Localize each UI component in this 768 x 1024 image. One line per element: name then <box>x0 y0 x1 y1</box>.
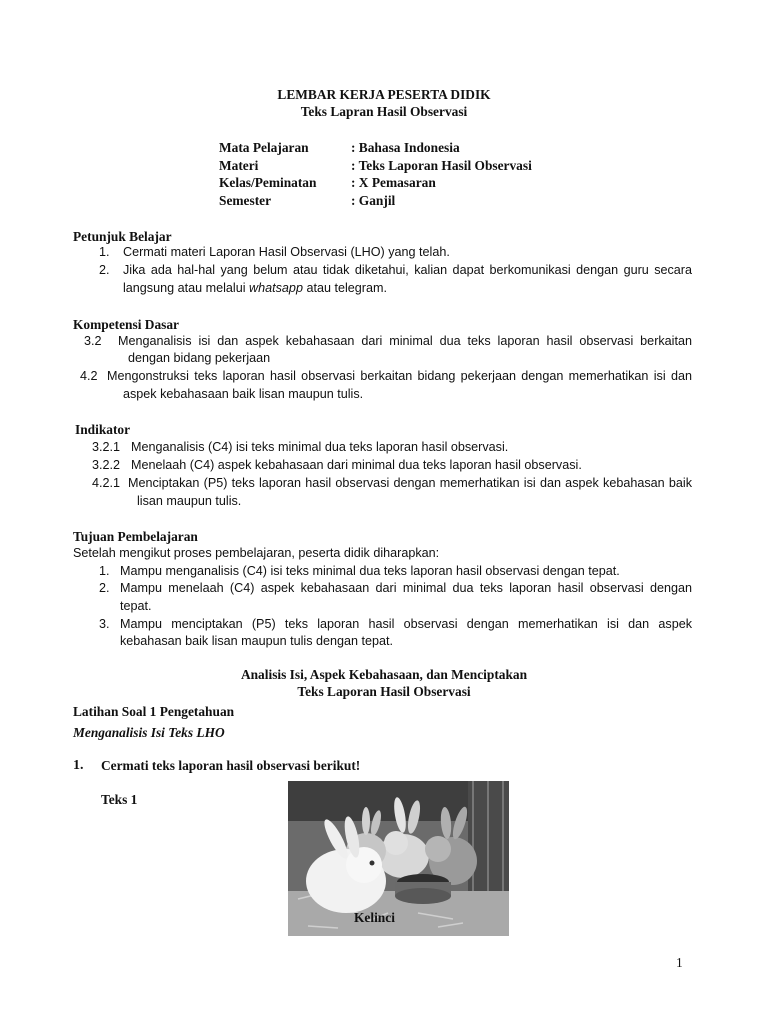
kd-text-cont: dengan bidang pekerjaan <box>128 351 271 365</box>
indikator-heading: Indikator <box>75 422 131 437</box>
tujuan-intro: Setelah mengikut proses pembelajaran, peserta didik diharapkan: <box>73 546 440 560</box>
list-number: 1. <box>99 245 110 259</box>
question-text: Cermati teks laporan hasil observasi berikut! <box>101 758 361 773</box>
indikator-number: 3.2.2 <box>92 458 121 472</box>
document-subtitle: Teks Lapran Hasil Observasi <box>300 104 468 119</box>
info-value: : Ganjil <box>351 193 396 208</box>
document-title: LEMBAR KERJA PESERTA DIDIK <box>277 87 491 102</box>
rabbit-photo <box>288 781 509 936</box>
info-label: Kelas/Peminatan <box>219 175 317 190</box>
list-number: 3. <box>99 617 110 631</box>
section-title: Analisis Isi, Aspek Kebahasaan, dan Menciptakan <box>240 667 528 682</box>
indikator-number: 3.2.1 <box>92 440 121 454</box>
photo-caption: Kelinci <box>354 910 395 925</box>
kd-number: 4.2 <box>80 369 98 383</box>
info-label: Materi <box>219 158 259 173</box>
list-number: 2. <box>99 263 110 277</box>
kd-number: 3.2 <box>84 334 102 348</box>
indikator-text-cont: lisan maupun tulis. <box>137 494 242 508</box>
indikator-text: Menelaah (C4) aspek kebahasaan dari minimal dua teks laporan hasil observasi. <box>131 458 582 472</box>
info-value: : Bahasa Indonesia <box>351 140 460 155</box>
list-item-text-cont: tepat. <box>120 599 152 613</box>
rabbit-photo-illustration <box>288 781 509 936</box>
indikator-number: 4.2.1 <box>92 476 121 490</box>
tujuan-heading: Tujuan Pembelajaran <box>73 529 198 544</box>
list-item-text-cont: kebahasan baik lisan maupun tulis dengan tepat. <box>120 634 394 648</box>
info-label: Semester <box>219 193 272 208</box>
kompetensi-heading: Kompetensi Dasar <box>73 317 180 332</box>
section-subtitle: Teks Laporan Hasil Observasi <box>297 684 471 699</box>
list-number: 1. <box>99 564 110 578</box>
kd-text-cont: aspek kebahasaan baik lisan maupun tulis. <box>123 387 364 401</box>
latihan-subheading: Menganalisis Isi Teks LHO <box>73 725 225 740</box>
list-item-text: Mampu menciptakan (P5) teks laporan hasil observasi dengan memerhatikan isi dan aspek <box>120 617 692 631</box>
list-item-text: Cermati materi Laporan Hasil Observasi (LHO) yang telah. <box>123 245 450 259</box>
petunjuk-heading: Petunjuk Belajar <box>73 229 172 244</box>
info-label: Mata Pelajaran <box>219 140 309 155</box>
question-number: 1. <box>73 758 84 773</box>
whatsapp-emphasis: whatsapp <box>249 281 303 295</box>
list-number: 2. <box>99 581 110 595</box>
kd-text: Menganalisis isi dan aspek kebahasaan dari minimal dua teks laporan hasil observasi berkaitan <box>118 334 692 348</box>
list-item-text-cont: langsung atau melalui whatsapp atau telegram. <box>123 281 387 295</box>
indikator-text: Menganalisis (C4) isi teks minimal dua teks laporan hasil observasi. <box>131 440 509 454</box>
list-item-text: Mampu menelaah (C4) aspek kebahasaan dari minimal dua teks laporan hasil observasi dengan <box>120 581 692 595</box>
list-item-text: Mampu menganalisis (C4) isi teks minimal dua teks laporan hasil observasi dengan tepat. <box>120 564 620 578</box>
latihan-heading: Latihan Soal 1 Pengetahuan <box>73 704 235 719</box>
info-value: : Teks Laporan Hasil Observasi <box>351 158 532 173</box>
list-item-text: Jika ada hal-hal yang belum atau tidak diketahui, kalian dapat berkomunikasi dengan guru secara <box>123 263 692 277</box>
teks-label: Teks 1 <box>101 792 138 807</box>
page-number: 1 <box>676 955 683 970</box>
info-value: : X Pemasaran <box>351 175 436 190</box>
indikator-text: Menciptakan (P5) teks laporan hasil observasi dengan memerhatikan isi dan aspek kebahasan baik <box>128 476 692 490</box>
kd-text: Mengonstruksi teks laporan hasil observasi berkaitan bidang pekerjaan dengan memerhatikan isi dan <box>107 369 692 383</box>
